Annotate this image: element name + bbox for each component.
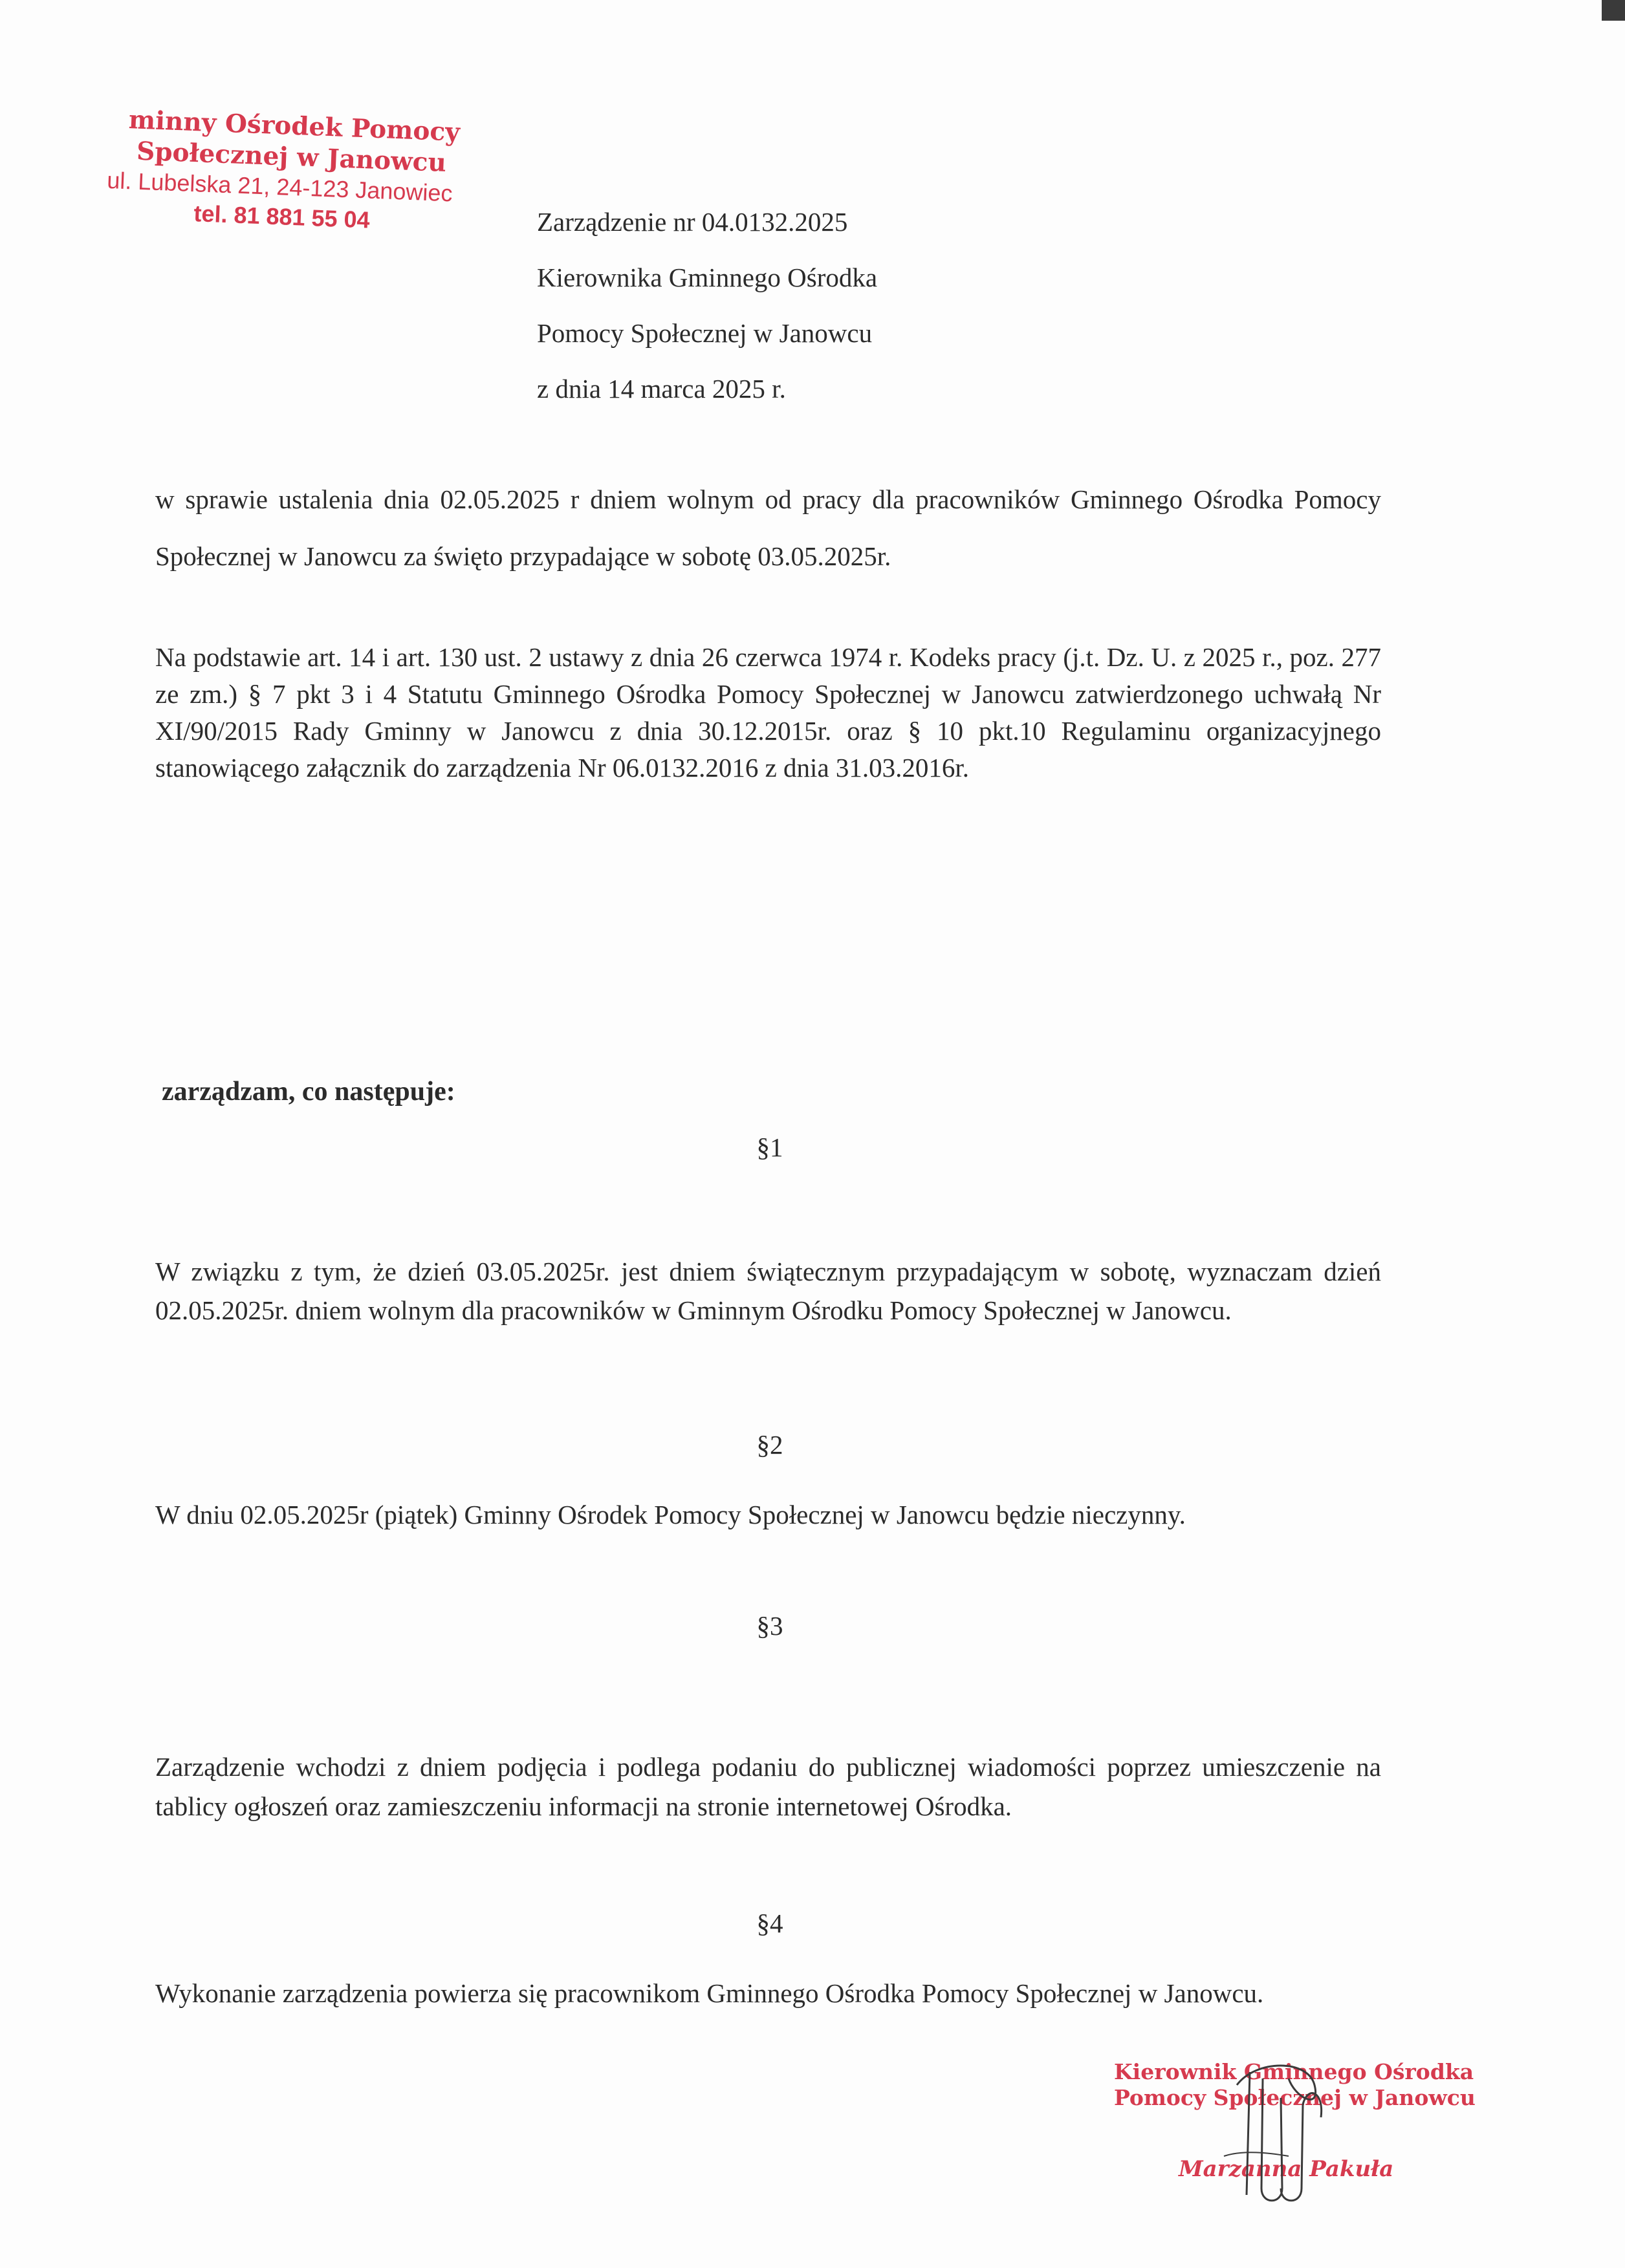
stamp-line-institution: minny Ośrodek Pomocy xyxy=(128,105,461,147)
section-text-4: Wykonanie zarządzenia powierza się pracownikom Gminnego Ośrodka Pomocy Społecznej w Janowcu. xyxy=(155,1978,1264,2008)
decree-intro: zarządzam, co następuje: xyxy=(162,1077,455,1107)
stamp-line-location: Społecznej w Janowcu xyxy=(136,136,447,178)
signature-stamp-name: Marzanna Pakuła xyxy=(1179,2156,1394,2182)
handwritten-signature xyxy=(1211,2059,1340,2208)
signature-stamp-title: Kierownik Gminnego Ośrodka xyxy=(1114,2059,1474,2084)
document-number: Zarządzenie nr 04.0132.2025 xyxy=(537,207,848,237)
section-mark-2: §2 xyxy=(756,1430,783,1460)
section-mark-4: §4 xyxy=(756,1908,783,1938)
signature-stamp-institution: Pomocy Społecznej w Janowcu xyxy=(1114,2085,1476,2110)
stamp-line-address: ul. Lubelska 21, 24-123 Janowiec xyxy=(106,166,453,207)
stamp-line-phone: tel. 81 881 55 04 xyxy=(193,200,371,233)
issuer-line-1: Kierownika Gminnego Ośrodka xyxy=(537,263,878,292)
document-date: z dnia 14 marca 2025 r. xyxy=(537,374,786,404)
legal-basis: Na podstawie art. 14 i art. 130 ust. 2 ustawy z dnia 26 czerwca 1974 r. Kodeks pracy (j.t. Dz. U. z 2025 r., poz. 277 ze zm.) § 7 pkt 3 i 4 Statutu Gminnego Ośrodka Pomocy Społecznej w Janowcu zatwierdzonego uchwałą Nr XI/90/2015 Rady Gminny w Janowcu z dnia 30.12.2015r. oraz § 10 pkt.10 Regulaminu organizacyjnego stanowiącego załącznik do zarządzenia Nr 06.0132.2016 z dnia 31.03.2016r. xyxy=(155,642,1381,783)
section-text-2: W dniu 02.05.2025r (piątek) Gminny Ośrodek Pomocy Społecznej w Janowcu będzie nieczynny. xyxy=(155,1500,1186,1529)
signature-stamp xyxy=(1114,2059,1476,2208)
section-mark-3: §3 xyxy=(756,1611,783,1641)
institution-stamp xyxy=(105,103,498,240)
issuer-line-2: Pomocy Społecznej w Janowcu xyxy=(537,318,873,348)
section-mark-1: §1 xyxy=(756,1132,783,1162)
section-text-1: W związku z tym, że dzień 03.05.2025r. jest dniem świątecznym przypadającym w sobotę, wyznaczam dzień 02.05.2025r. dniem wolnym dla pracowników w Gminnym Ośrodku Pomocy Społecznej w Janowcu. xyxy=(155,1257,1381,1325)
section-text-3: Zarządzenie wchodzi z dniem podjęcia i podlega podaniu do publicznej wiadomości poprzez umieszczenie na tablicy ogłoszeń oraz zamieszczeniu informacji na stronie internetowej Ośrodka. xyxy=(155,1752,1381,1821)
document-header xyxy=(537,194,877,416)
document-subject: w sprawie ustalenia dnia 02.05.2025 r dniem wolnym od pracy dla pracowników Gminnego Ośrodka Pomocy Społecznej w Janowcu za święto przypadające w sobotę 03.05.2025r. xyxy=(155,484,1381,571)
scan-edge-mark xyxy=(1602,0,1625,21)
